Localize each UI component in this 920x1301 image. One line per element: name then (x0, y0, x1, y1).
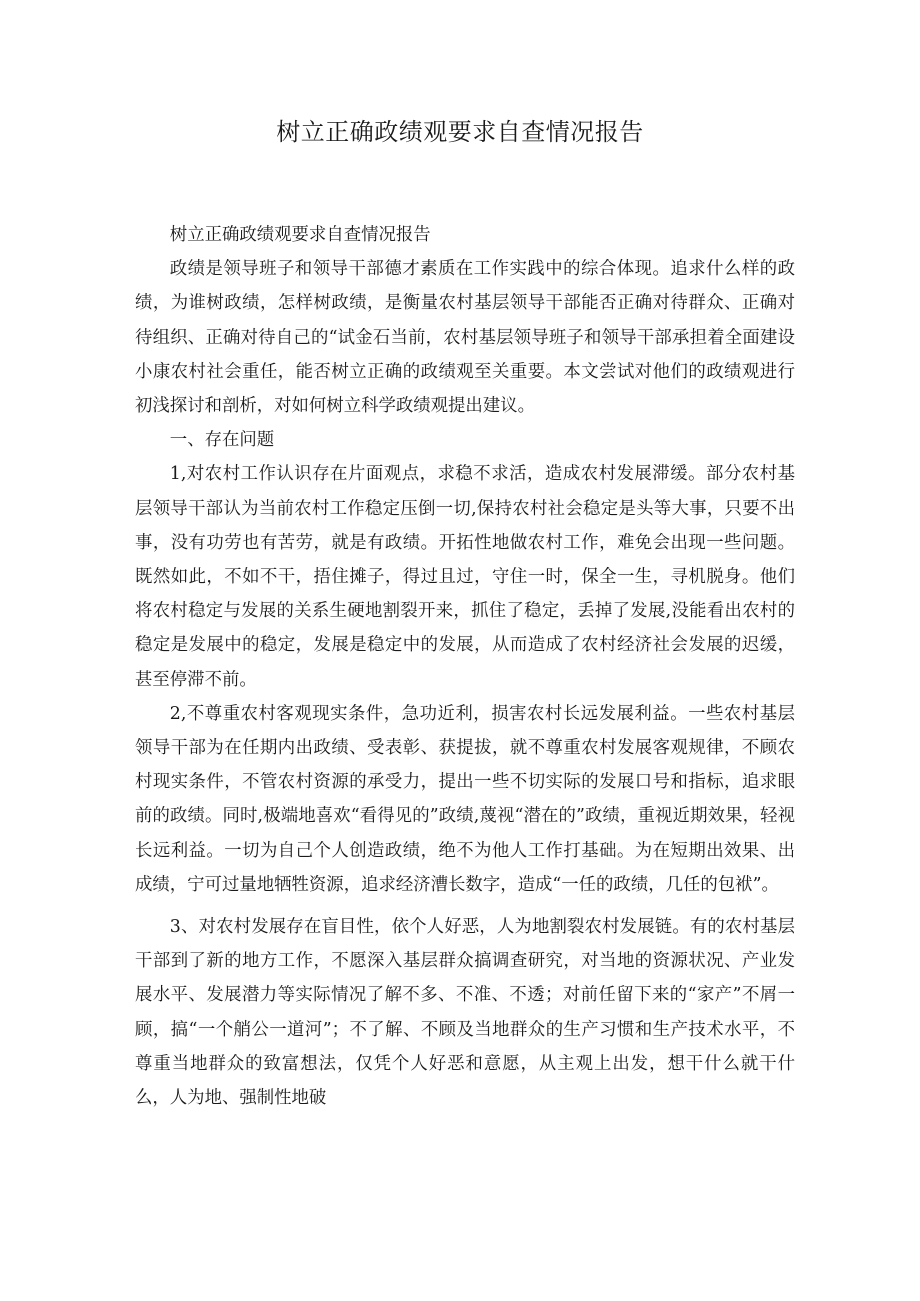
body-paragraph-problem-2: 2,不尊重农村客观现实条件，急功近利，损害农村长远发展利益。一些农村基层领导干部为在任期内出政绩、受表彰、获提拔，就不尊重农村发展客观规律，不顾农村现实条件，不管农村资源的承受力，提出一些不切实际的发展口号和指标，追求眼前的政绩。同时,极端地喜欢“看得见的”政绩,蔑视“潜在的”政绩，重视近期效果，轻视长远利益。一切为自己个人创造政绩，绝不为他人工作打基础。为在短期出效果、出成绩，宁可过量地牺牲资源，追求经济漕长数字，造成“一任的政绩，几任的包袱”。 (135, 703, 795, 895)
body-paragraph-subtitle: 树立正确政绩观要求自查情况报告 (169, 225, 431, 245)
section-heading-problems: 一、存在问题 (169, 430, 275, 451)
document-body (135, 218, 795, 1115)
document-title: 树立正确政绩观要求自查情况报告 (276, 118, 644, 146)
body-paragraph-intro: 政绩是领导班子和领导干部德才素质在工作实践中的综合体现。追求什么样的政绩，为谁树政绩，怎样树政绩，是衡量农村基层领导干部能否正确对待群众、正确对待组织、正确对待自己的“试金石当前，农村基层领导班子和领导干部承担着全面建设小康农村社会重任，能否树立正确的政绩观至关重要。本文尝试对他们的政绩观进行初浅探讨和剖析，对如何树立科学政绩观提出建议。 (135, 259, 795, 417)
body-paragraph-problem-3: 3、对农村发展存在盲目性，依个人好恶，人为地割裂农村发展链。有的农村基层干部到了新的地方工作，不愿深入基层群众搞调查研究，对当地的资源状况、产业发展水平、发展潜力等实际情况了解不多、不准、不透；对前任留下来的“家产”不屑一顾，搞“一个艄公一道河”；不了解、不顾及当地群众的生产习惯和生产技术水平，不尊重当地群众的致富想法，仅凭个人好恶和意愿，从主观上出发，想干什么就干什么，人为地、强制性地破 (135, 917, 795, 1109)
body-paragraph-problem-1: 1,对农村工作认识存在片面观点，求稳不求活，造成农村发展滞缓。部分农村基层领导干部认为当前农村工作稳定压倒一切,保持农村社会稳定是头等大事，只要不出事，没有功劳也有苦劳，就是有政绩。开拓性地做农村工作，难免会出现一些问题。既然如此，不如不干，捂住摊子，得过且过，守住一时，保全一生，寻机脱身。他们将农村稳定与发展的关系生硬地割裂开来，抓住了稳定，丢掉了发展,没能看出农村的稳定是发展中的稳定，发展是稳定中的发展，从而造成了农村经济社会发展的迟缓，甚至停滞不前。 (135, 464, 795, 690)
